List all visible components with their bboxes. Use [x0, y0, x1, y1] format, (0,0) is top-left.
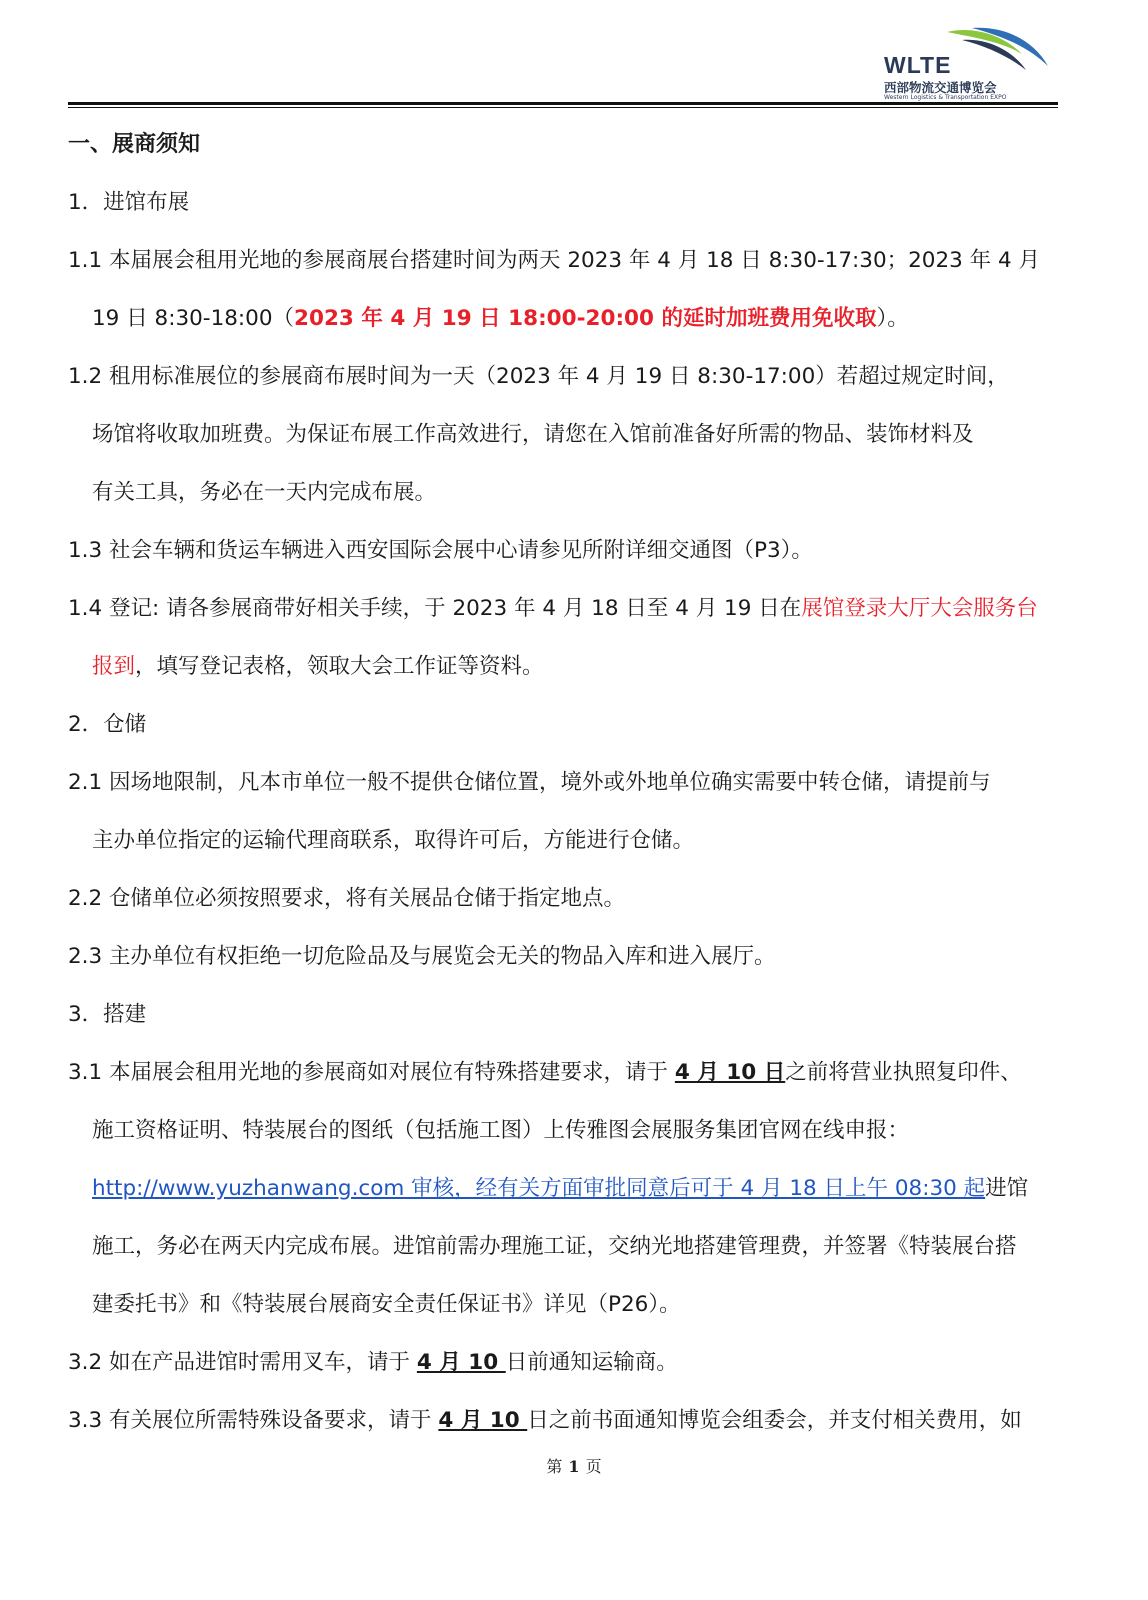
header-rule-thin	[68, 107, 1058, 108]
para-1-1-line-1: 1.1 本届展会租用光地的参展商展台搭建时间为两天 2023 年 4 月 18 日 8:30-17:30；2023 年 4 月	[68, 248, 1041, 273]
page-number: 1	[568, 1457, 580, 1476]
para-2-1-line-1: 2.1 因场地限制，凡本市单位一般不提供仓储位置，境外或外地单位确实需要中转仓储，请提前与	[68, 770, 991, 795]
para-3-1-text-d: 进馆	[985, 1176, 1029, 1201]
para-3-1-text: 3.1 本届展会租用光地的参展商如对展位有特殊搭建要求，请于	[68, 1060, 675, 1085]
footer-post: 页	[585, 1457, 602, 1476]
para-1-1-highlight: 2023 年 4 月 19 日 18:00-20:00 的延时加班费用免收取	[294, 306, 877, 331]
para-3-1-date: 4 月 10 日	[674, 1060, 786, 1085]
para-3-1-line-5: 建委托书》和《特装展台展商安全责任保证书》详见（P26）。	[92, 1292, 681, 1317]
para-1-3: 1.3 社会车辆和货运车辆进入西安国际会展中心请参见所附详细交通图（P3）。	[68, 538, 813, 563]
page-footer	[0, 1454, 1148, 1477]
para-1-4-text: 1.4 登记: 请各参展商带好相关手续，于 2023 年 4 月 18 日至 4 月 19 日在	[68, 596, 802, 621]
logo-english-name: Western Logistics & Transportation EXPO	[884, 94, 1007, 101]
para-1-4-end: ，填写登记表格，领取大会工作证等资料。	[135, 654, 544, 679]
para-3-1-line-1	[68, 1044, 1058, 1102]
para-1-2-line-3: 有关工具，务必在一天内完成布展。	[92, 480, 437, 505]
para-3-2-end: 日前通知运输商。	[505, 1350, 678, 1375]
para-1-1-text: 19 日 8:30-18:00（	[92, 306, 295, 331]
para-3-3	[68, 1392, 1058, 1450]
header-rule	[68, 102, 1058, 105]
logo-chinese-name: 西部物流交通博览会	[884, 80, 997, 95]
para-2-2: 2.2 仓储单位必须按照要求，将有关展品仓储于指定地点。	[68, 886, 626, 911]
para-1-4-highlight-2: 报到	[92, 654, 136, 679]
para-2-1-line-2: 主办单位指定的运输代理商联系，取得许可后，方能进行仓储。	[92, 828, 695, 853]
subsection-title-3: 3．搭建	[68, 1002, 147, 1027]
para-3-1-line-2: 施工资格证明、特装展台的图纸（包括施工图）上传雅图会展服务集团官网在线申报：	[92, 1118, 910, 1143]
para-3-3-text: 3.3 有关展位所需特殊设备要求，请于	[68, 1408, 439, 1433]
document-body	[68, 116, 1058, 1450]
para-1-4-line-1	[68, 580, 1058, 638]
wlte-logo	[880, 26, 1060, 104]
para-1-4-line-2	[68, 638, 1058, 696]
subsection-title-1: 1．进馆布展	[68, 190, 190, 215]
subsection-title-2: 2．仓储	[68, 712, 147, 737]
para-3-1-line-4: 施工，务必在两天内完成布展。进馆前需办理施工证，交纳光地搭建管理费，并签署《特装展台搭	[92, 1234, 1017, 1259]
section-title: 一、展商须知	[68, 132, 201, 157]
logo-swoosh-icon	[942, 26, 1052, 76]
para-1-1-line-2	[68, 290, 1058, 348]
para-1-2-line-2: 场馆将收取加班费。为保证布展工作高效进行，请您在入馆前准备好所需的物品、装饰材料及	[92, 422, 974, 447]
para-3-2-date: 4 月 10	[416, 1350, 506, 1375]
footer-pre: 第	[546, 1457, 563, 1476]
logo-abbreviation: WLTE	[884, 52, 952, 78]
para-3-2	[68, 1334, 1058, 1392]
para-3-2-text: 3.2 如在产品进馆时需用叉车，请于	[68, 1350, 417, 1375]
yuzhanwang-link[interactable]: http://www.yuzhanwang.com 审核，经有关方面审批同意后可于 4 月 18 日上午 08:30 起	[92, 1176, 986, 1201]
para-3-1-text-b: 之前将营业执照复印件、	[785, 1060, 1022, 1085]
para-1-1-end: ）。	[876, 306, 909, 331]
para-1-4-highlight-1: 展馆登录大厅大会服务台	[801, 596, 1038, 621]
para-3-3-date: 4 月 10	[438, 1408, 528, 1433]
para-1-2-line-1: 1.2 租用标准展位的参展商布展时间为一天（2023 年 4 月 19 日 8:30-17:00）若超过规定时间，	[68, 364, 1009, 389]
para-3-3-end: 日之前书面通知博览会组委会，并支付相关费用，如	[527, 1408, 1022, 1433]
para-3-1-line-3	[68, 1160, 1058, 1218]
para-2-3: 2.3 主办单位有权拒绝一切危险品及与展览会无关的物品入库和进入展厅。	[68, 944, 776, 969]
